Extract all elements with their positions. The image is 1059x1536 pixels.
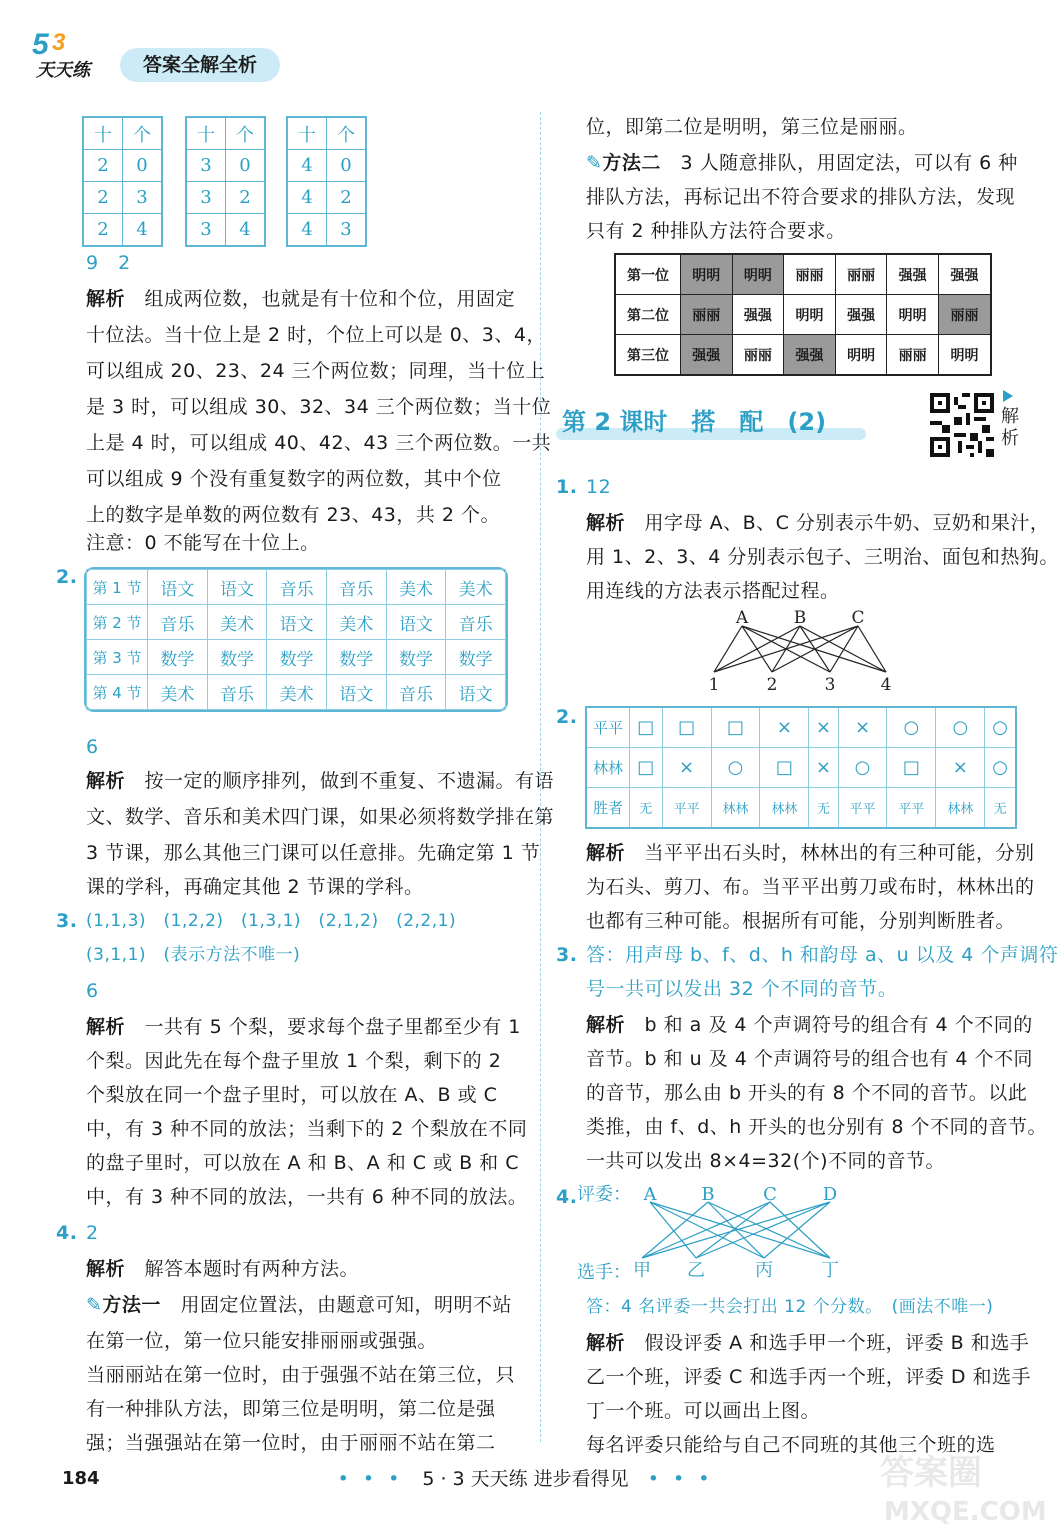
r4-analysis-line: 每名评委只能给与自己不同班的其他三个班的选	[586, 1434, 996, 1456]
q4-analysis-line: 在第一位，第一位只能安排丽丽或强强。	[86, 1330, 438, 1352]
table-row: 第二位 丽丽 强强 明明 强强 明明 丽丽	[615, 295, 991, 335]
judge-line	[708, 1202, 830, 1258]
pairing-diagram	[700, 608, 900, 694]
q3-analysis-line: 个梨。因此先在每个盘子里放 1 个梨，剩下的 2	[86, 1050, 502, 1072]
method-line: 位，即第二位是明明，第三位是丽丽。	[586, 116, 918, 138]
judge-c: C	[763, 1184, 777, 1205]
r2-analysis-line: 也都有三种可能。根据所有可能，分别判断胜者。	[586, 910, 1016, 932]
table-row: 林林 □ × ○ □ × ○ □ × ○	[586, 748, 1016, 788]
r4-analysis-line: 丁一个班。可以画出上图。	[586, 1400, 821, 1422]
q1-analysis-line: 是 3 时，可以组成 30、32、34 三个两位数；当十位	[86, 396, 552, 418]
qr-label: 解析	[1001, 406, 1019, 449]
tens-ones-table-3: 十 个 3 0 3 2 3 4	[185, 116, 266, 247]
answer-2: 6	[86, 736, 99, 758]
q2-analysis-line: 文、数学、音乐和美术四门课，如果必须将数学排在第	[86, 806, 555, 828]
letter-c: C	[851, 608, 865, 628]
table-row: 第 4 节 美术 音乐 美术 语文 音乐 语文	[87, 675, 506, 710]
svg-text:答案圈: 答案圈	[880, 1453, 982, 1493]
logo-53	[28, 26, 120, 82]
answer-3-list: (1,1,3) (1,2,2) (1,3,1) (2,1,2) (2,2,1)	[86, 911, 457, 931]
answer-3-list: (3,1,1) (表示方法不唯一)	[86, 945, 301, 965]
q3-analysis-line: 中，有 3 种不同的放法，一共有 6 种不同的放法。	[86, 1186, 528, 1208]
player-1: 甲	[633, 1260, 651, 1281]
q3-analysis-line: 中，有 3 种不同的放法；当剩下的 2 个梨放在不同	[86, 1118, 528, 1140]
q1-analysis-line: 十位法。当十位上是 2 时，个位上可以是 0、3、4，	[86, 324, 546, 346]
table-row: 胜者 无 平平 林林 林林 无 平平 平平 林林 无	[586, 788, 1016, 829]
header-badge: 答案全解全析	[120, 48, 280, 82]
q4-analysis-line: 有一种排队方法，即第三位是明明，第二位是强	[86, 1398, 496, 1420]
judges-label: 评委：	[577, 1184, 631, 1205]
judge-line	[650, 1202, 696, 1258]
player-3: 丙	[755, 1260, 773, 1281]
table-row: 第 3 节 数学 数学 数学 数学 数学 数学	[87, 640, 506, 675]
r4-analysis-line: 乙一个班，评委 C 和选手丙一个班，评委 D 和选手	[586, 1366, 1032, 1388]
svg-text:3: 3	[52, 29, 66, 56]
method1-label: 方法一	[102, 1294, 161, 1316]
tens-ones-table-4: 十 个 4 0 4 2 4 3	[286, 116, 367, 247]
question-number-1: 1.	[556, 476, 578, 498]
svg-text:MXQE.COM: MXQE.COM	[884, 1497, 1047, 1527]
q1-analysis-line: 可以组成 20、23、24 三个两位数；同理，当十位上	[86, 360, 546, 382]
q1-analysis-line: 上是 4 时，可以组成 40、42、43 三个两位数。一共	[86, 432, 552, 454]
judge-b: B	[701, 1184, 715, 1205]
judge-d: D	[822, 1184, 838, 1205]
judge-line	[642, 1202, 770, 1258]
q3-analysis-line: 个梨放在同一个盘子里时，可以放在 A、B 或 C	[86, 1084, 498, 1106]
answer-r3: 答：用声母 b、f、d、h 和韵母 a、u 以及 4 个声调符	[586, 944, 1059, 966]
q4-analysis-line: 解析 解答本题时有两种方法。	[86, 1258, 360, 1280]
table-row: 第 2 节 音乐 美术 语文 美术 语文 音乐	[87, 605, 506, 640]
svg-text:5: 5	[32, 28, 49, 61]
section-title: 第 2 课时 搭 配 (2)	[562, 408, 827, 436]
q4-method1-line: ✎方法一 用固定位置法，由题意可知，明明不站	[86, 1294, 512, 1316]
q3-analysis-line: 解析 一共有 5 个梨，要求每个盘子里都至少有 1	[86, 1016, 521, 1038]
answer-r1: 12	[586, 476, 612, 498]
answer-4: 2	[86, 1222, 99, 1244]
letter-b: B	[793, 608, 807, 628]
answer-r4: 答：4 名评委一共会打出 12 个分数。 (画法不唯一)	[586, 1297, 994, 1317]
q4-analysis-line: 当丽丽站在第一位时，由于强强不站在第三位，只	[86, 1364, 516, 1386]
r3-analysis-line: 的音节，那么由 b 开头的有 8 个不同的音节。以此	[586, 1082, 1028, 1104]
question-number-4: 4.	[556, 1186, 578, 1208]
footer-slogan: • • • 5 · 3 天天练 进步看得见 • • •	[337, 1468, 714, 1490]
table-row: 第三位 强强 丽丽 强强 明明 丽丽 明明	[615, 335, 991, 376]
answer-1: 9 2	[86, 252, 131, 274]
number-1: 1	[708, 675, 720, 695]
pencil-icon: ✎	[586, 152, 603, 174]
q4-analysis-line: 强；当强强站在第一位时，由于丽丽不站在第二	[86, 1432, 496, 1454]
q1-analysis-line: 可以组成 9 个没有重复数字的两位数，其中个位	[86, 468, 502, 490]
player-4: 丁	[821, 1260, 839, 1281]
judge-line	[764, 1202, 830, 1258]
number-2: 2	[766, 675, 778, 695]
qr-code-icon[interactable]	[930, 393, 994, 457]
player-2: 乙	[687, 1260, 705, 1281]
letter-a: A	[735, 608, 749, 628]
table-row: 第 1 节 语文 语文 音乐 音乐 美术 美术	[87, 570, 506, 605]
r4-analysis-line: 解析 假设评委 A 和选手甲一个班，评委 B 和选手	[586, 1332, 1030, 1354]
tens-ones-table-2: 十 个 2 0 2 3 2 4	[82, 116, 163, 247]
r3-analysis-line: 类推，由 f、d、h 开头的也分别有 8 个不同的音节。	[586, 1116, 1048, 1138]
answer-r3: 号一共可以发出 32 个不同的音节。	[586, 978, 898, 1000]
page-number: 184	[62, 1468, 100, 1489]
judges-diagram	[577, 1182, 854, 1284]
q2-analysis-line: 解析 按一定的顺序排列，做到不重复、不遗漏。有语	[86, 770, 555, 792]
question-number-2: 2.	[556, 706, 578, 728]
r3-analysis-line: 音节。b 和 u 及 4 个声调符号的组合也有 4 个不同	[586, 1048, 1034, 1070]
question-number-4: 4.	[56, 1222, 78, 1244]
r2-analysis-line: 解析 当平平出石头时，林林出的有三种可能，分别	[586, 842, 1035, 864]
question-number-3: 3.	[56, 910, 78, 932]
q1-note: 注意：0 不能写在十位上。	[86, 532, 320, 554]
question-number-2: 2.	[56, 566, 78, 588]
game-table	[585, 706, 1017, 829]
method2-line: 只有 2 种排队方法符合要求。	[586, 220, 846, 242]
watermark-logo	[870, 1440, 1047, 1530]
method2-line: 排队方法，再标记出不符合要求的排队方法，发现	[586, 186, 1016, 208]
number-3: 3	[824, 675, 836, 695]
q3-analysis-line: 的盘子里时，可以放在 A 和 B、A 和 C 或 B 和 C	[86, 1152, 519, 1174]
method2-label: 方法二	[602, 152, 661, 174]
schedule-table	[84, 567, 508, 712]
question-number-3: 3.	[556, 944, 578, 966]
q2-analysis-line: 课的学科，再确定其他 2 节课的学科。	[86, 876, 424, 898]
r3-analysis-line: 一共可以发出 8×4=32(个)不同的音节。	[586, 1150, 946, 1172]
table-row: 第一位 明明 明明 丽丽 丽丽 强强 强强	[615, 254, 991, 295]
q1-analysis-line: 上的数字是单数的两位数有 23、43，共 2 个。	[86, 504, 501, 526]
players-label: 选手：	[577, 1262, 631, 1283]
table-row: 平平 □ □ □ × × × ○ ○ ○	[586, 707, 1016, 748]
pencil-icon: ✎	[86, 1294, 103, 1316]
answer-3: 6	[86, 980, 99, 1002]
svg-text:天天练: 天天练	[36, 60, 90, 81]
queue-table	[614, 253, 992, 376]
jiexi-label: 解析	[86, 288, 126, 310]
judge-a: A	[643, 1184, 657, 1205]
play-icon	[1003, 390, 1013, 402]
q1-analysis-line: 解析 组成两位数，也就是有十位和个位，用固定	[86, 288, 516, 310]
r2-analysis-line: 为石头、剪刀、布。当平平出剪刀或布时，林林出的	[586, 876, 1035, 898]
q2-analysis-line: 3 节课，那么其他三门课可以任意排。先确定第 1 节	[86, 842, 541, 864]
number-4: 4	[880, 675, 892, 695]
r1-analysis-line: 用连线的方法表示搭配过程。	[586, 580, 840, 602]
r3-analysis-line: 解析 b 和 a 及 4 个声调符号的组合有 4 个不同的	[586, 1014, 1033, 1036]
r1-analysis-line: 用 1、2、3、4 分别表示包子、三明治、面包和热狗。	[586, 546, 1059, 568]
r1-analysis-line: 解析 用字母 A、B、C 分别表示牛奶、豆奶和果汁，	[586, 512, 1050, 534]
method2-line: ✎方法二 3 人随意排队，用固定法，可以有 6 种	[586, 152, 1018, 174]
